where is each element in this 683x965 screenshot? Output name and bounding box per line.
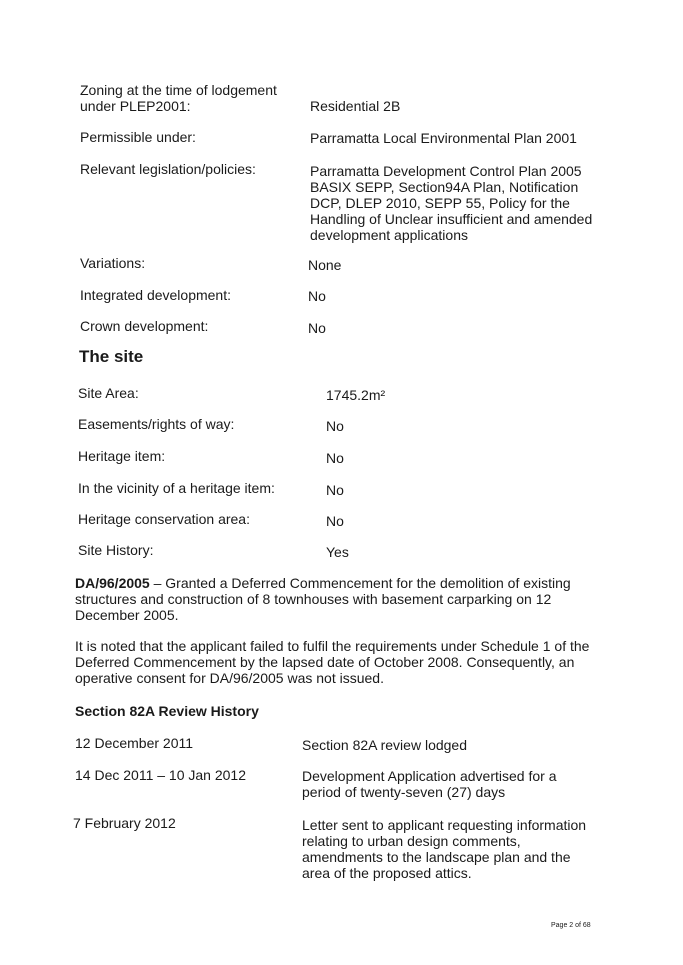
- value-conservation-area: No: [326, 513, 344, 529]
- label-heritage-item: Heritage item:: [78, 448, 166, 464]
- value-legislation: Parramatta Development Control Plan 2005 BASIX SEPP, Section94A Plan, Notification DCP, DLEP 2010, SEPP 55, Policy for the Handling of Unclear insufficient and amended development applications: [310, 163, 593, 243]
- label-crown: Crown development:: [80, 318, 209, 334]
- value-permissible: Parramatta Local Environmental Plan 2001: [310, 130, 577, 146]
- label-easements: Easements/rights of way:: [78, 416, 235, 432]
- history-paragraph-2: It is noted that the applicant failed to fulfil the requirements under Schedule 1 of the Deferred Commencement by the lapsed date of October 2008. Consequently, an operative consent for DA/96/2005 was not issued.: [75, 638, 590, 686]
- review-date-3: 7 February 2012: [73, 815, 176, 831]
- label-site-history: Site History:: [78, 542, 154, 558]
- label-permissible: Permissible under:: [80, 129, 196, 145]
- value-easements: No: [326, 418, 344, 434]
- label-legislation: Relevant legislation/policies:: [80, 161, 256, 177]
- value-zoning: Residential 2B: [310, 98, 401, 114]
- section-heading-site: The site: [79, 347, 144, 366]
- review-date-1: 12 December 2011: [75, 735, 194, 751]
- history-paragraph-1: DA/96/2005 – Granted a Deferred Commencement for the demolition of existing structures and construction of 8 townhouses with basement carparking on 12 December 2005.: [75, 575, 571, 623]
- label-variations: Variations:: [80, 255, 146, 271]
- review-desc-2: Development Application advertised for a period of twenty-seven (27) days: [302, 768, 557, 800]
- review-desc-3: Letter sent to applicant requesting information relating to urban design comments, amendments to the landscape plan and the area of the proposed attics.: [302, 817, 587, 881]
- value-variations: None: [308, 257, 342, 273]
- label-site-area: Site Area:: [78, 385, 139, 401]
- value-site-area: 1745.2m²: [326, 387, 386, 403]
- value-integrated: No: [308, 288, 326, 304]
- label-zoning: Zoning at the time of lodgement under PLEP2001:: [80, 82, 277, 114]
- label-integrated: Integrated development:: [80, 287, 231, 303]
- page-number: Page 2 of 68: [551, 922, 591, 929]
- da-reference: DA/96/2005: [75, 575, 150, 591]
- review-desc-1: Section 82A review lodged: [302, 737, 467, 753]
- value-heritage-item: No: [326, 450, 344, 466]
- review-history-heading: Section 82A Review History: [75, 703, 259, 719]
- review-date-2: 14 Dec 2011 – 10 Jan 2012: [75, 767, 246, 783]
- value-site-history: Yes: [326, 544, 349, 560]
- value-heritage-vicinity: No: [326, 482, 344, 498]
- label-conservation-area: Heritage conservation area:: [78, 511, 250, 527]
- value-crown: No: [308, 320, 326, 336]
- label-heritage-vicinity: In the vicinity of a heritage item:: [78, 480, 275, 496]
